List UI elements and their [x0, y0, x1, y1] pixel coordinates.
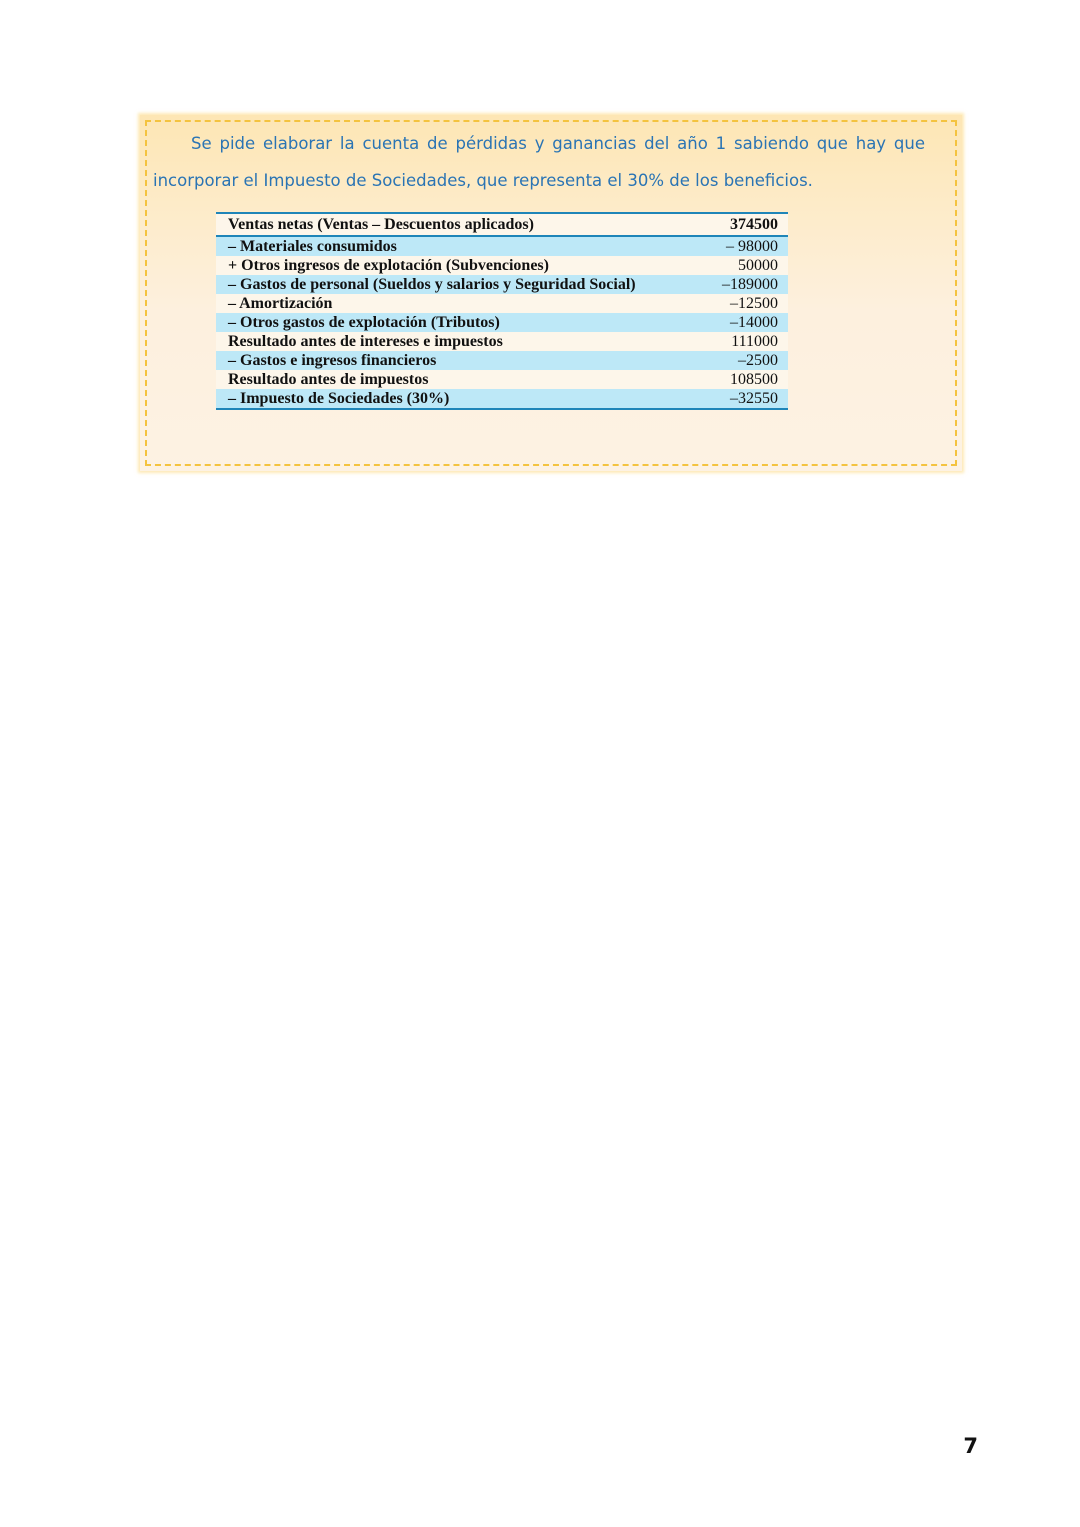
- row-label: – Gastos e ingresos financieros: [228, 352, 437, 369]
- table-row: [216, 332, 788, 351]
- row-label: + Otros ingresos de explotación (Subvenciones): [228, 257, 549, 274]
- row-value: 50000: [738, 257, 778, 274]
- row-label: Resultado antes de intereses e impuestos: [228, 333, 503, 350]
- row-label: – Impuesto de Sociedades (30%): [228, 390, 450, 407]
- row-label: – Materiales consumidos: [228, 238, 397, 255]
- row-value: – 98000: [726, 238, 778, 255]
- row-value: 108500: [730, 371, 778, 388]
- table-row: [216, 213, 788, 236]
- table-row: [216, 236, 788, 256]
- row-value: –189000: [722, 276, 778, 293]
- row-label: – Amortización: [228, 295, 333, 312]
- row-value: –12500: [730, 295, 778, 312]
- table-row: [216, 294, 788, 313]
- row-value: –32550: [730, 390, 778, 407]
- exercise-box: [140, 115, 962, 471]
- row-label: Resultado antes de impuestos: [228, 371, 429, 388]
- row-value: –14000: [730, 314, 778, 331]
- row-label: Ventas netas (Ventas – Descuentos aplicados): [228, 216, 534, 233]
- table-row: [216, 389, 788, 409]
- row-value: –2500: [738, 352, 778, 369]
- table-row: [216, 275, 788, 294]
- table-row: [216, 313, 788, 332]
- table-row: [216, 370, 788, 389]
- row-label: – Gastos de personal (Sueldos y salarios y Seguridad Social): [228, 276, 636, 293]
- table-row: [216, 351, 788, 370]
- profit-loss-table: [216, 212, 788, 410]
- page-number: 7: [963, 1434, 978, 1458]
- row-value: 111000: [731, 333, 778, 350]
- table-row: [216, 256, 788, 275]
- exercise-statement: Se pide elaborar la cuenta de pérdidas y ganancias del año 1 sabiendo que hay que incorporar el Impuesto de Sociedades, que representa el 30% de los beneficios.: [153, 134, 925, 190]
- row-value: 374500: [730, 216, 778, 233]
- row-label: – Otros gastos de explotación (Tributos): [228, 314, 500, 331]
